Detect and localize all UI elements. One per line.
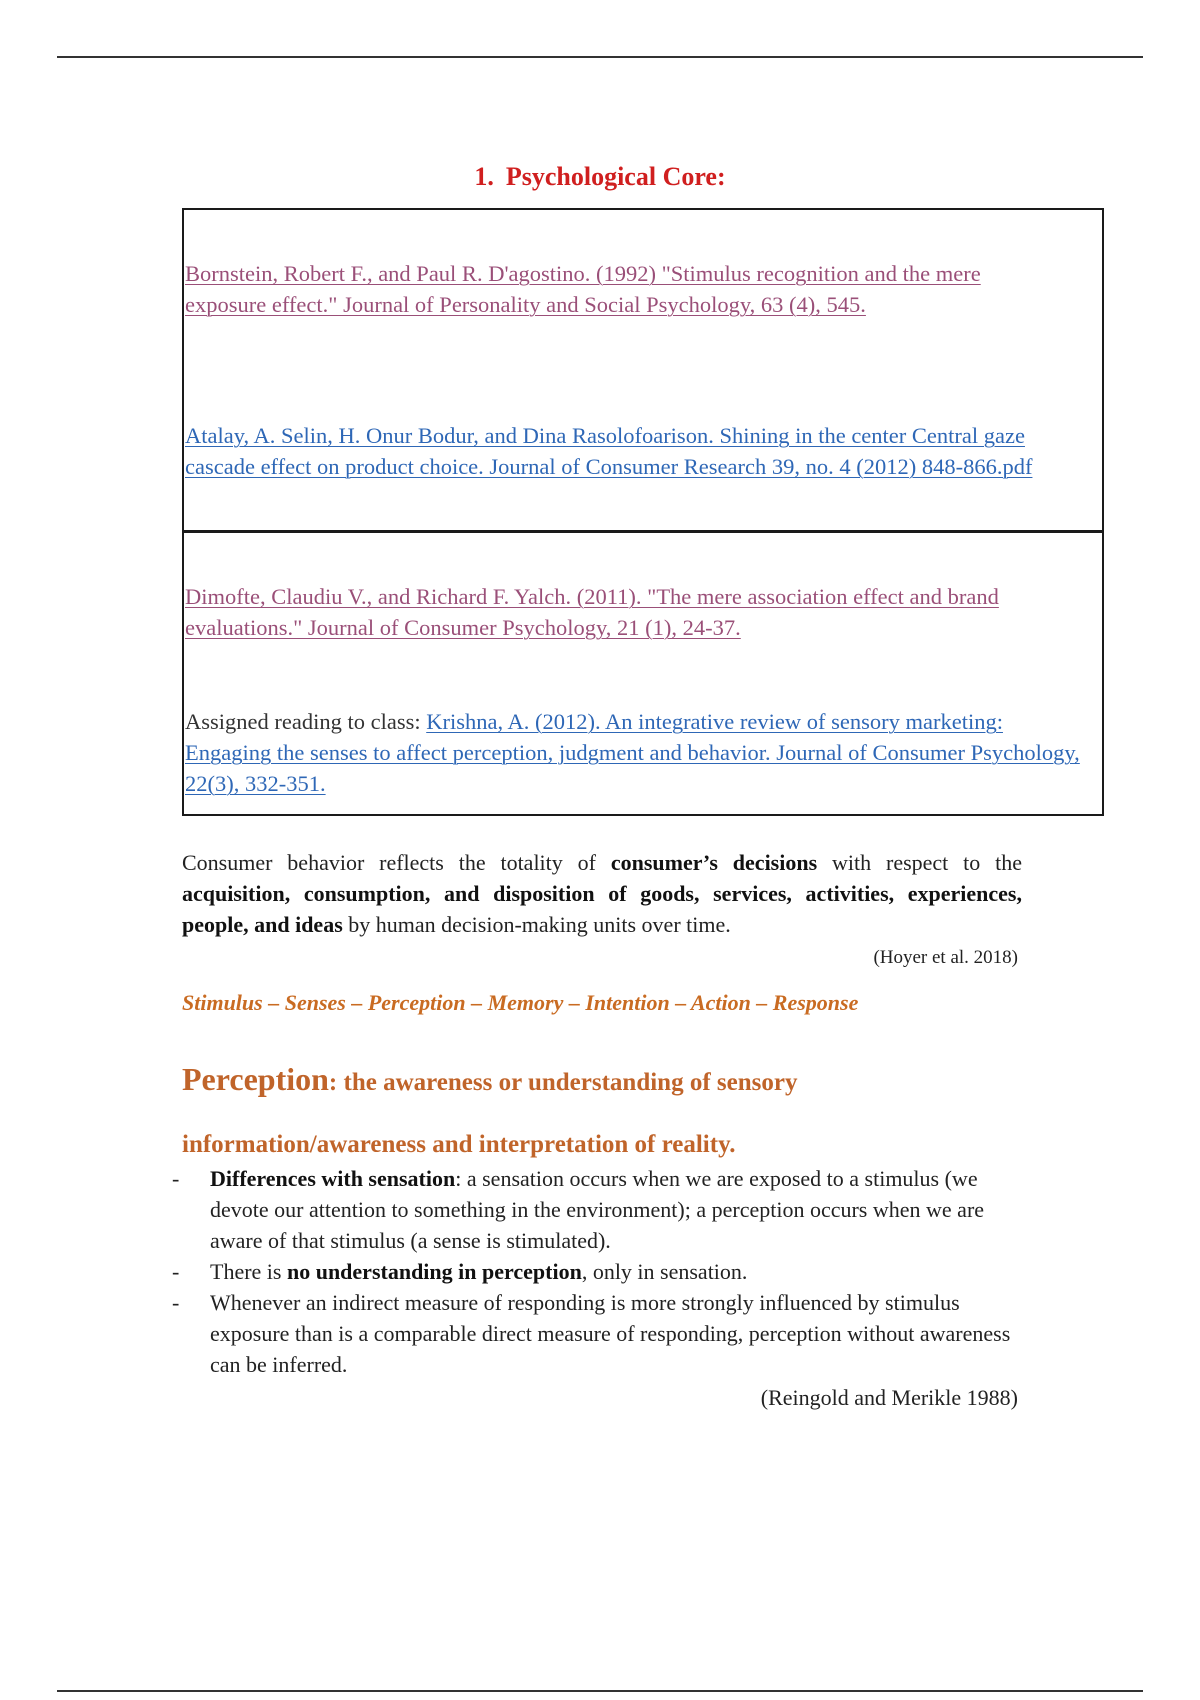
perception-term: Perception bbox=[182, 1061, 329, 1097]
section-title-text: Psychological Core: bbox=[505, 162, 726, 191]
bullet-text: , only in sensation. bbox=[581, 1259, 748, 1284]
bullet-dash: - bbox=[172, 1166, 180, 1191]
reference-link-bornstein[interactable]: Bornstein, Robert F., and Paul R. D'agostino. (1992) "Stimulus recognition and the mere exposure effect." Journal of Personality and Social Psychology, 63 (4), 545. bbox=[185, 261, 981, 317]
list-item bbox=[172, 1287, 1012, 1380]
consumer-behavior-definition bbox=[182, 847, 1022, 940]
definition-text-2: with respect to the bbox=[817, 850, 1022, 875]
bullet-text: Whenever an indirect measure of responding is more strongly influenced by stimulus exposure than is a comparable direct measure of responding, perception without awareness can be inferred. bbox=[210, 1290, 1011, 1377]
definition-text-3: by human decision-making units over time. bbox=[342, 912, 731, 937]
citation-hoyer: (Hoyer et al. 2018) bbox=[873, 947, 1018, 968]
top-rule bbox=[57, 56, 1143, 58]
definition-text-1: Consumer behavior reflects the totality of bbox=[182, 850, 611, 875]
reference-link-dimofte[interactable]: Dimofte, Claudiu V., and Richard F. Yalch. (2011). "The mere association effect and brand evaluations." Journal of Consumer Psychology, 21 (1), 24-37. bbox=[185, 584, 999, 640]
perception-heading bbox=[182, 1048, 1022, 1176]
section-number: 1. bbox=[474, 162, 494, 191]
references-box-1 bbox=[182, 208, 1104, 533]
definition-bold-1: consumer’s decisions bbox=[610, 850, 818, 875]
assigned-reading-label: Assigned reading to class: bbox=[185, 709, 427, 734]
bullet-text: There is bbox=[210, 1259, 287, 1284]
definition-bold-2: acquisition, consumption, and disposition of goods, services, activities, experiences, people, and ideas bbox=[182, 881, 1022, 937]
perception-bullet-list bbox=[172, 1163, 1012, 1380]
bullet-dash: - bbox=[172, 1259, 180, 1284]
bullet-text: : a sensation occurs when we are exposed to a stimulus (we devote our attention to something in the environment); a perception occurs when we are aware of that stimulus (a sense is stimulated). bbox=[210, 1166, 985, 1253]
section-title bbox=[0, 160, 1200, 194]
list-item bbox=[172, 1163, 1012, 1256]
bullet-dash: - bbox=[172, 1290, 180, 1315]
assigned-reading bbox=[185, 706, 1085, 799]
list-item bbox=[172, 1256, 1012, 1287]
bullet-bold: no understanding in perception bbox=[286, 1259, 582, 1284]
reference-link-krishna[interactable]: Krishna, A. (2012). An integrative review of sensory marketing: Engaging the senses to affect perception, judgment and behavior. Journal of Consumer Psychology, 22(3), 332-351. bbox=[185, 709, 1080, 796]
bullet-bold: Differences with sensation bbox=[210, 1166, 456, 1191]
reference-link-atalay[interactable]: Atalay, A. Selin, H. Onur Bodur, and Dina Rasolofoarison. Shining in the center Central gaze cascade effect on product choice. Journal of Consumer Research 39, no. 4 (2012) 848-866.pdf bbox=[185, 423, 1033, 479]
perception-definition: : the awareness or understanding of sensory information/awareness and interpretation of reality. bbox=[182, 1069, 798, 1158]
citation-reingold: (Reingold and Merikle 1988) bbox=[760, 1385, 1018, 1410]
bottom-rule bbox=[57, 1690, 1143, 1692]
perception-chain: Stimulus – Senses – Perception – Memory – Intention – Action – Response bbox=[182, 990, 859, 1015]
